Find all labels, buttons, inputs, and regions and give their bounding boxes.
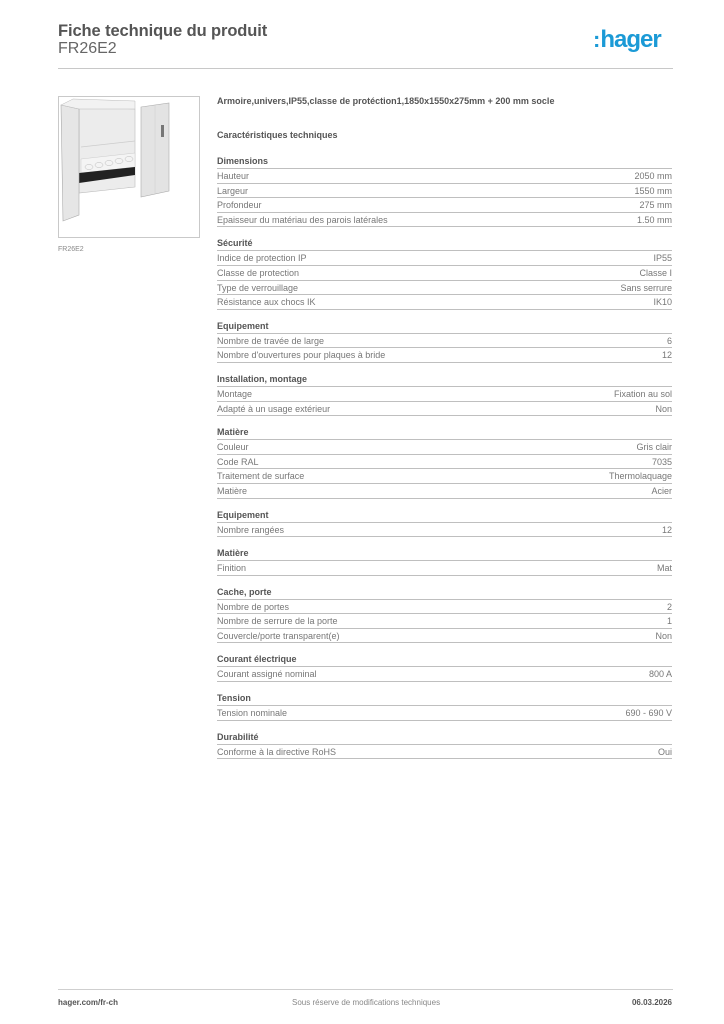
spec-label: Montage xyxy=(217,388,253,399)
spec-group xyxy=(217,237,672,309)
spec-group-title: Matière xyxy=(217,547,672,561)
spec-label: Nombre rangées xyxy=(217,524,285,535)
spec-row xyxy=(217,706,672,721)
spec-value: 12 xyxy=(661,350,672,361)
spec-row xyxy=(217,266,672,281)
spec-row xyxy=(217,484,672,499)
spec-value: Classe I xyxy=(639,267,672,278)
spec-group-title: Dimensions xyxy=(217,155,672,169)
spec-row xyxy=(217,402,672,417)
spec-label: Epaisseur du matériau des parois latérales xyxy=(217,214,388,225)
spec-label: Tension nominale xyxy=(217,708,288,719)
spec-value: Acier xyxy=(651,485,672,496)
spec-value: Fixation au sol xyxy=(613,388,672,399)
spec-value: 800 A xyxy=(648,669,672,680)
spec-label: Indice de protection IP xyxy=(217,253,307,264)
spec-row xyxy=(217,348,672,363)
spec-label: Traitement de surface xyxy=(217,471,305,482)
spec-group-title: Tension xyxy=(217,692,672,706)
spec-label: Classe de protection xyxy=(217,267,300,278)
product-code: FR26E2 xyxy=(58,40,117,57)
spec-group xyxy=(217,509,672,538)
spec-group-title: Sécurité xyxy=(217,237,672,251)
brand-logo-text: hager xyxy=(600,26,661,53)
product-image xyxy=(58,96,200,238)
spec-row xyxy=(217,455,672,470)
spec-label: Profondeur xyxy=(217,200,262,211)
spec-label: Nombre de travée de large xyxy=(217,335,325,346)
spec-row xyxy=(217,184,672,199)
spec-table xyxy=(217,155,672,769)
spec-label: Couvercle/porte transparent(e) xyxy=(217,630,340,641)
spec-value: IP55 xyxy=(653,253,672,264)
spec-row xyxy=(217,198,672,213)
spec-label: Nombre de portes xyxy=(217,601,290,612)
image-caption: FR26E2 xyxy=(58,246,84,253)
spec-row xyxy=(217,600,672,615)
spec-row xyxy=(217,334,672,349)
spec-group xyxy=(217,547,672,576)
spec-group xyxy=(217,692,672,721)
spec-row xyxy=(217,469,672,484)
spec-value: 6 xyxy=(666,335,672,346)
footer-divider xyxy=(58,989,673,990)
spec-value: Mat xyxy=(656,563,672,574)
footer-disclaimer: Sous réserve de modifications techniques xyxy=(292,998,441,1007)
spec-value: 690 - 690 V xyxy=(625,708,672,719)
spec-label: Code RAL xyxy=(217,456,259,467)
spec-group xyxy=(217,586,672,644)
spec-row xyxy=(217,629,672,644)
spec-group xyxy=(217,426,672,498)
spec-value: 1550 mm xyxy=(634,185,672,196)
spec-group-title: Equipement xyxy=(217,320,672,334)
spec-group xyxy=(217,320,672,363)
spec-row xyxy=(217,667,672,682)
spec-label: Type de verrouillage xyxy=(217,282,299,293)
spec-row xyxy=(217,295,672,310)
spec-label: Largeur xyxy=(217,185,249,196)
spec-value: Non xyxy=(655,630,672,641)
spec-row xyxy=(217,745,672,760)
spec-group-title: Durabilité xyxy=(217,731,672,745)
spec-value: 1 xyxy=(666,616,672,627)
header-title: Fiche technique du produit xyxy=(58,22,268,40)
spec-value: Oui xyxy=(657,746,672,757)
product-description: Armoire,univers,IP55,classe de protéction1,1850x1550x275mm + 200 mm socle xyxy=(217,96,555,106)
spec-value: IK10 xyxy=(653,297,672,308)
spec-row xyxy=(217,523,672,538)
spec-label: Nombre d'ouvertures pour plaques à bride xyxy=(217,350,386,361)
footer-date: 06.03.2026 xyxy=(631,998,672,1007)
spec-group-title: Courant électrique xyxy=(217,653,672,667)
spec-value: Non xyxy=(655,403,672,414)
spec-value: 1.50 mm xyxy=(636,214,672,225)
spec-label: Couleur xyxy=(217,442,249,453)
spec-row xyxy=(217,561,672,576)
spec-group-title: Cache, porte xyxy=(217,586,672,600)
spec-row xyxy=(217,169,672,184)
brand-logo: :hager xyxy=(593,26,661,53)
spec-value: 12 xyxy=(661,524,672,535)
spec-row xyxy=(217,440,672,455)
spec-value: Thermolaquage xyxy=(608,471,672,482)
spec-value: 7035 xyxy=(651,456,672,467)
spec-group-title: Equipement xyxy=(217,509,672,523)
spec-group-title: Matière xyxy=(217,426,672,440)
spec-label: Finition xyxy=(217,563,247,574)
spec-row xyxy=(217,281,672,296)
spec-value: Gris clair xyxy=(636,442,672,453)
spec-group xyxy=(217,155,672,227)
footer-website-link[interactable]: hager.com/fr-ch xyxy=(58,998,119,1007)
spec-group xyxy=(217,653,672,682)
spec-row xyxy=(217,614,672,629)
spec-label: Matière xyxy=(217,485,248,496)
section-title: Caractéristiques techniques xyxy=(217,130,338,140)
spec-label: Hauteur xyxy=(217,171,250,181)
spec-value: 2050 mm xyxy=(634,171,672,181)
spec-value: 2 xyxy=(666,601,672,612)
spec-row xyxy=(217,387,672,402)
spec-group xyxy=(217,373,672,416)
cabinet-illustration-icon xyxy=(59,97,199,237)
spec-value: Sans serrure xyxy=(620,282,672,293)
spec-group xyxy=(217,731,672,760)
spec-row xyxy=(217,251,672,266)
spec-label: Nombre de serrure de la porte xyxy=(217,616,338,627)
spec-group-title: Installation, montage xyxy=(217,373,672,387)
spec-row xyxy=(217,213,672,228)
spec-label: Conforme à la directive RoHS xyxy=(217,746,337,757)
spec-label: Adapté à un usage extérieur xyxy=(217,403,331,414)
spec-label: Courant assigné nominal xyxy=(217,669,317,680)
header-divider xyxy=(58,68,673,69)
spec-value: 275 mm xyxy=(639,200,672,211)
spec-label: Résistance aux chocs IK xyxy=(217,297,316,308)
